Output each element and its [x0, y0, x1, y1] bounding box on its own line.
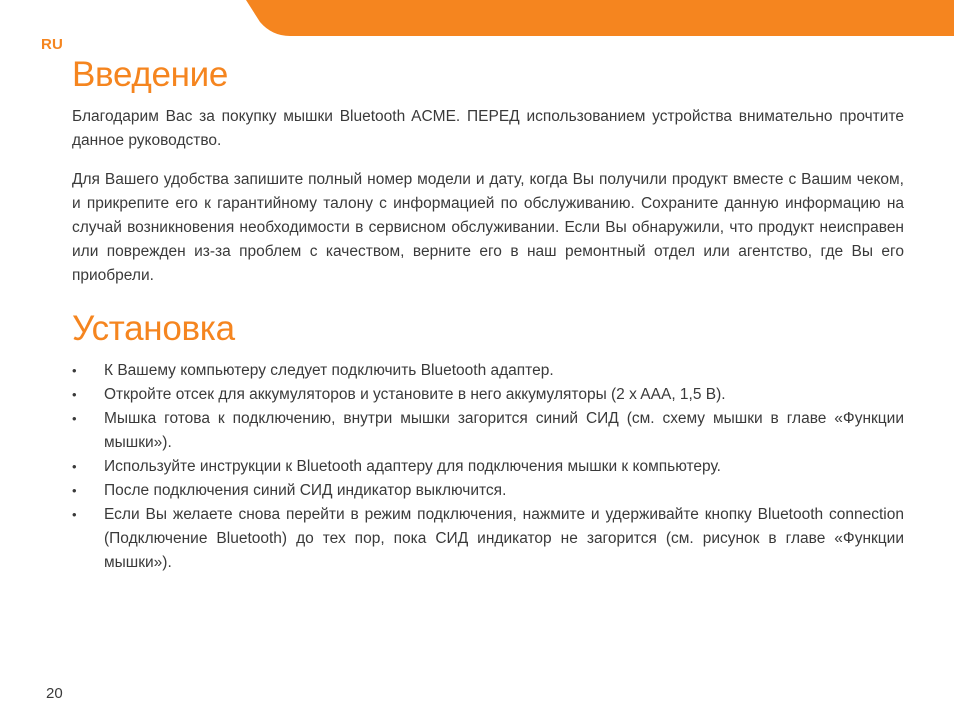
- language-tag: RU: [41, 36, 64, 53]
- list-item: [72, 383, 904, 407]
- list-item-text: Откройте отсек для аккумуляторов и установите в него аккумуляторы (2 x AAA, 1,5 В).: [104, 386, 726, 403]
- bullet-icon: •: [72, 363, 77, 378]
- list-item-text: Мышка готова к подключению, внутри мышки загорится синий СИД (см. схему мышки в главе «Функции мышки»).: [104, 410, 904, 451]
- bullet-icon: •: [72, 387, 77, 402]
- page-number: 20: [46, 685, 63, 702]
- bullet-icon: •: [72, 507, 77, 522]
- list-item-text: После подключения синий СИД индикатор выключится.: [104, 482, 507, 499]
- bullet-icon: •: [72, 411, 77, 426]
- list-item: [72, 503, 904, 575]
- install-steps-list: [72, 359, 904, 575]
- bullet-icon: •: [72, 483, 77, 498]
- section-title-intro: Введение: [72, 55, 229, 94]
- list-item-text: Используйте инструкции к Bluetooth адаптеру для подключения мышки к компьютеру.: [104, 458, 721, 475]
- header-orange-band-shape: [246, 0, 954, 36]
- intro-paragraph-2: Для Вашего удобства запишите полный номер модели и дату, когда Вы получили продукт вместе с Вашим чеком, и прикрепите его к гарантийному талону с информацией по обслуживанию. Сохраните данную информацию на случай возникновения необходимости в сервисном обслуживании. Если Вы обнаружили, что продукт неисправен или поврежден из-за проблем с качеством, верните его в наш ремонтный отдел или агентство, где Вы его приобрели.: [72, 171, 904, 284]
- list-item-text: К Вашему компьютеру следует подключить Bluetooth адаптер.: [104, 362, 554, 379]
- list-item-text: Если Вы желаете снова перейти в режим подключения, нажмите и удерживайте кнопку Bluetooth connection (Подключение Bluetooth) до тех пор, пока СИД индикатор не загорится (см. рисунок в главе «Функции мышки»).: [104, 506, 904, 571]
- header-orange-band: [0, 0, 954, 36]
- list-item: [72, 359, 904, 383]
- list-item: [72, 455, 904, 479]
- section-title-install: Установка: [72, 309, 235, 348]
- intro-paragraph-1: Благодарим Вас за покупку мышки Bluetooth ACME. ПЕРЕД использованием устройства внимательно прочтите данное руководство.: [72, 108, 904, 149]
- list-item: [72, 407, 904, 455]
- list-item: [72, 479, 904, 503]
- bullet-icon: •: [72, 459, 77, 474]
